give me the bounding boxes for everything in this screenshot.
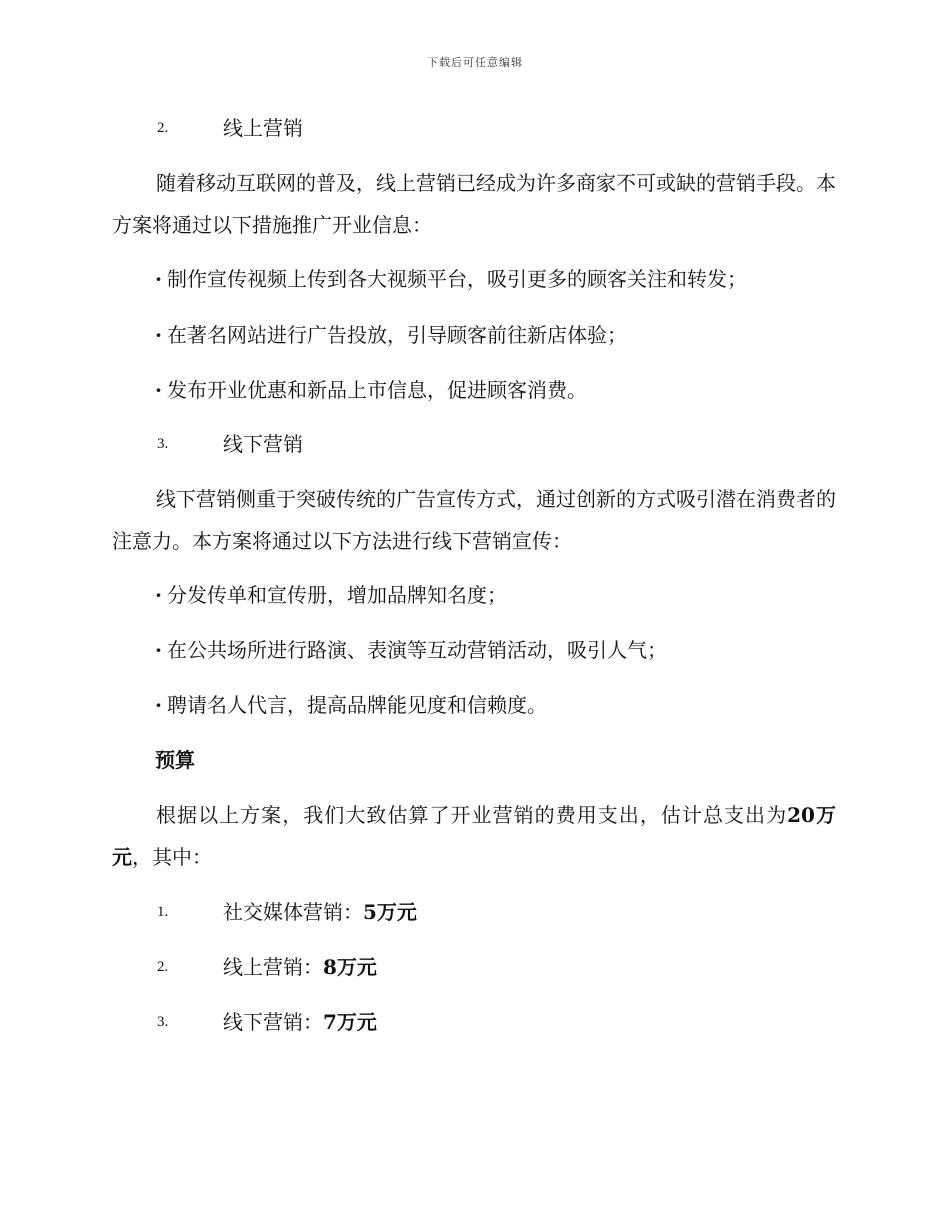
- paragraph-offline: 线下营销侧重于突破传统的广告宣传方式，通过创新的方式吸引潜在消费者的注意力。本方案将通过以下方法进行线下营销宣传：: [112, 487, 836, 553]
- bullet-dot: ·: [155, 323, 162, 347]
- budget-item-3: [223, 1009, 377, 1035]
- section-title-offline: 线下营销: [223, 432, 303, 456]
- bullet-dot: ·: [155, 267, 162, 291]
- budget-item-amount: 5万元: [363, 900, 417, 924]
- budget-item-label: 线上营销：: [223, 955, 323, 979]
- budget-item-amount: 8万元: [323, 955, 377, 979]
- bullet-text: 在公共场所进行路演、表演等互动营销活动，吸引人气；: [167, 638, 667, 662]
- budget-item-amount: 7万元: [323, 1010, 377, 1034]
- bullet-text: 在著名网站进行广告投放，引导顾客前往新店体验；: [167, 323, 627, 347]
- budget-item-label: 社交媒体营销：: [223, 900, 363, 924]
- bullet-text: 聘请名人代言，提高品牌能见度和信赖度。: [167, 693, 547, 717]
- section-number-online: 2.: [157, 120, 169, 136]
- budget-heading: 预算: [155, 748, 195, 772]
- section-number-offline: 3.: [157, 436, 169, 452]
- bullet-online-2: [155, 322, 627, 348]
- budget-item-1: [223, 899, 417, 925]
- bullet-offline-2: [155, 637, 667, 663]
- budget-intro-end: ，其中：: [132, 845, 212, 869]
- budget-item-number-1: 1.: [157, 904, 169, 920]
- bullet-text: 制作宣传视频上传到各大视频平台，吸引更多的顾客关注和转发；: [167, 267, 747, 291]
- budget-item-number-3: 3.: [157, 1014, 169, 1030]
- budget-total: 20: [787, 803, 815, 827]
- bullet-online-3: [155, 377, 587, 403]
- budget-item-2: [223, 954, 377, 980]
- bullet-offline-1: [155, 582, 507, 608]
- section-title-online: 线上营销: [223, 116, 303, 140]
- budget-intro: 根据以上方案，我们大致估算了开业营销的费用支出，估计总支出为: [156, 803, 788, 827]
- budget-item-number-2: 2.: [157, 959, 169, 975]
- bullet-dot: ·: [155, 638, 162, 662]
- paragraph-online: 随着移动互联网的普及，线上营销已经成为许多商家不可或缺的营销手段。本方案将通过以下措施推广开业信息：: [112, 171, 836, 237]
- budget-total-unit: 万元: [112, 803, 837, 869]
- bullet-online-1: [155, 266, 747, 292]
- bullet-text: 分发传单和宣传册，增加品牌知名度；: [167, 583, 507, 607]
- bullet-offline-3: [155, 692, 547, 718]
- bullet-dot: ·: [155, 583, 162, 607]
- bullet-dot: ·: [155, 693, 162, 717]
- bullet-text: 发布开业优惠和新品上市信息，促进顾客消费。: [167, 378, 587, 402]
- budget-paragraph: [112, 794, 836, 878]
- budget-item-label: 线下营销：: [223, 1010, 323, 1034]
- page-header: 下载后可任意编辑: [427, 56, 523, 69]
- bullet-dot: ·: [155, 378, 162, 402]
